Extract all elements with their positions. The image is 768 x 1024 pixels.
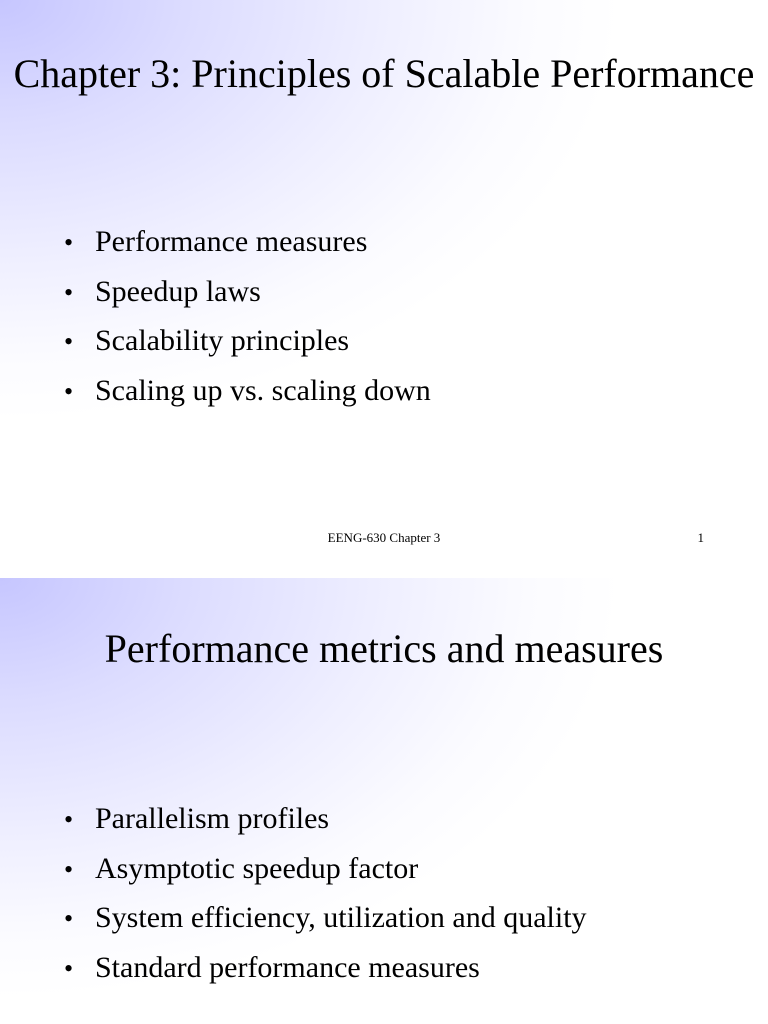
bullet-text: Parallelism profiles — [95, 802, 330, 835]
slide-2 — [0, 578, 768, 1024]
slide-title — [0, 47, 768, 101]
bullet-item — [64, 846, 587, 896]
bullet-icon: • — [64, 327, 74, 356]
bullet-icon: • — [64, 904, 74, 933]
bullet-text: Standard performance measures — [95, 950, 480, 984]
bullet-icon: • — [64, 854, 74, 884]
bullet-item — [64, 368, 431, 418]
bullet-item — [64, 796, 587, 846]
bullet-item — [64, 945, 587, 995]
bullet-item — [64, 895, 587, 945]
bullet-text: Speedup laws — [95, 274, 261, 308]
bullet-item — [64, 219, 431, 269]
slide-title — [0, 622, 768, 676]
page-number: 1 — [697, 530, 704, 545]
bullet-item — [64, 269, 431, 319]
bullet-icon: • — [64, 277, 74, 307]
slide-title-line-1: Chapter 3: Principles of Scalable Performance — [13, 51, 755, 96]
bullet-icon: • — [64, 376, 74, 406]
slide-title-text: Performance metrics and measures — [104, 626, 664, 671]
bullet-text: Asymptotic speedup factor — [95, 851, 419, 885]
bullet-icon: • — [64, 953, 74, 983]
bullet-list — [64, 219, 431, 417]
bullet-icon: • — [64, 805, 74, 834]
slide-footer: EENG-630 Chapter 3 — [327, 530, 441, 545]
bullet-icon: • — [64, 228, 74, 257]
bullet-list — [64, 796, 587, 994]
bullet-text: Scaling up vs. scaling down — [95, 373, 431, 407]
bullet-item — [64, 318, 431, 368]
bullet-text: Scalability principles — [95, 324, 350, 357]
bullet-text: System efficiency, utilization and quality — [95, 901, 587, 934]
bullet-text: Performance measures — [95, 225, 368, 258]
